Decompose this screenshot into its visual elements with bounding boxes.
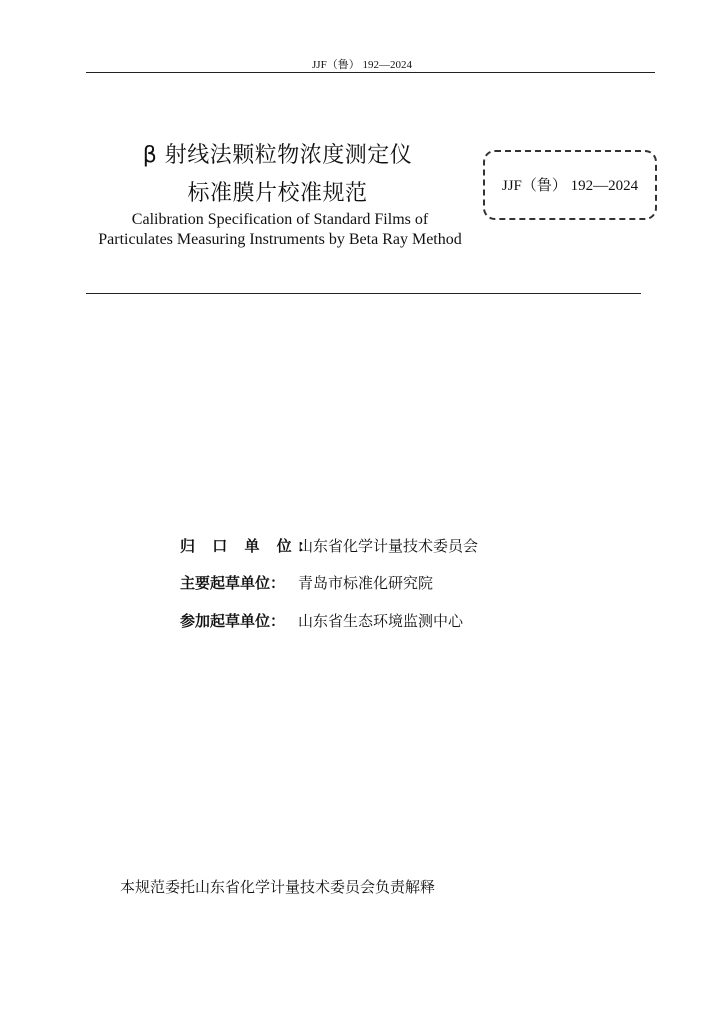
participating-drafting-unit-label: 参加起草单位：	[180, 612, 286, 630]
header-divider	[86, 72, 655, 73]
title-zh-line1: β 射线法颗粒物浓度测定仪	[142, 143, 413, 168]
title-divider	[86, 293, 641, 294]
responsible-unit-value: 山东省化学计量技术委员会	[298, 537, 479, 555]
main-drafting-unit-label: 主要起草单位：	[180, 574, 286, 592]
main-drafting-unit-row	[180, 572, 433, 594]
specification-code-text: JJF（鲁） 192—2024	[501, 178, 639, 194]
responsible-unit-label: 归 口 单 位：	[180, 537, 319, 555]
header-code: JJF（鲁） 192—2024	[312, 59, 412, 71]
responsible-unit-row	[180, 535, 478, 557]
interpretation-note: 本规范委托山东省化学计量技术委员会负责解释	[120, 878, 436, 896]
participating-drafting-unit-row	[180, 610, 463, 632]
main-drafting-unit-value: 青岛市标准化研究院	[298, 574, 434, 592]
title-en-line2: Particulates Measuring Instruments by Beta Ray Method	[98, 231, 462, 248]
participating-drafting-unit-value: 山东省生态环境监测中心	[298, 612, 464, 630]
title-zh-line2: 标准膜片校准规范	[187, 181, 368, 206]
title-en-line1: Calibration Specification of Standard Films of	[131, 211, 429, 228]
